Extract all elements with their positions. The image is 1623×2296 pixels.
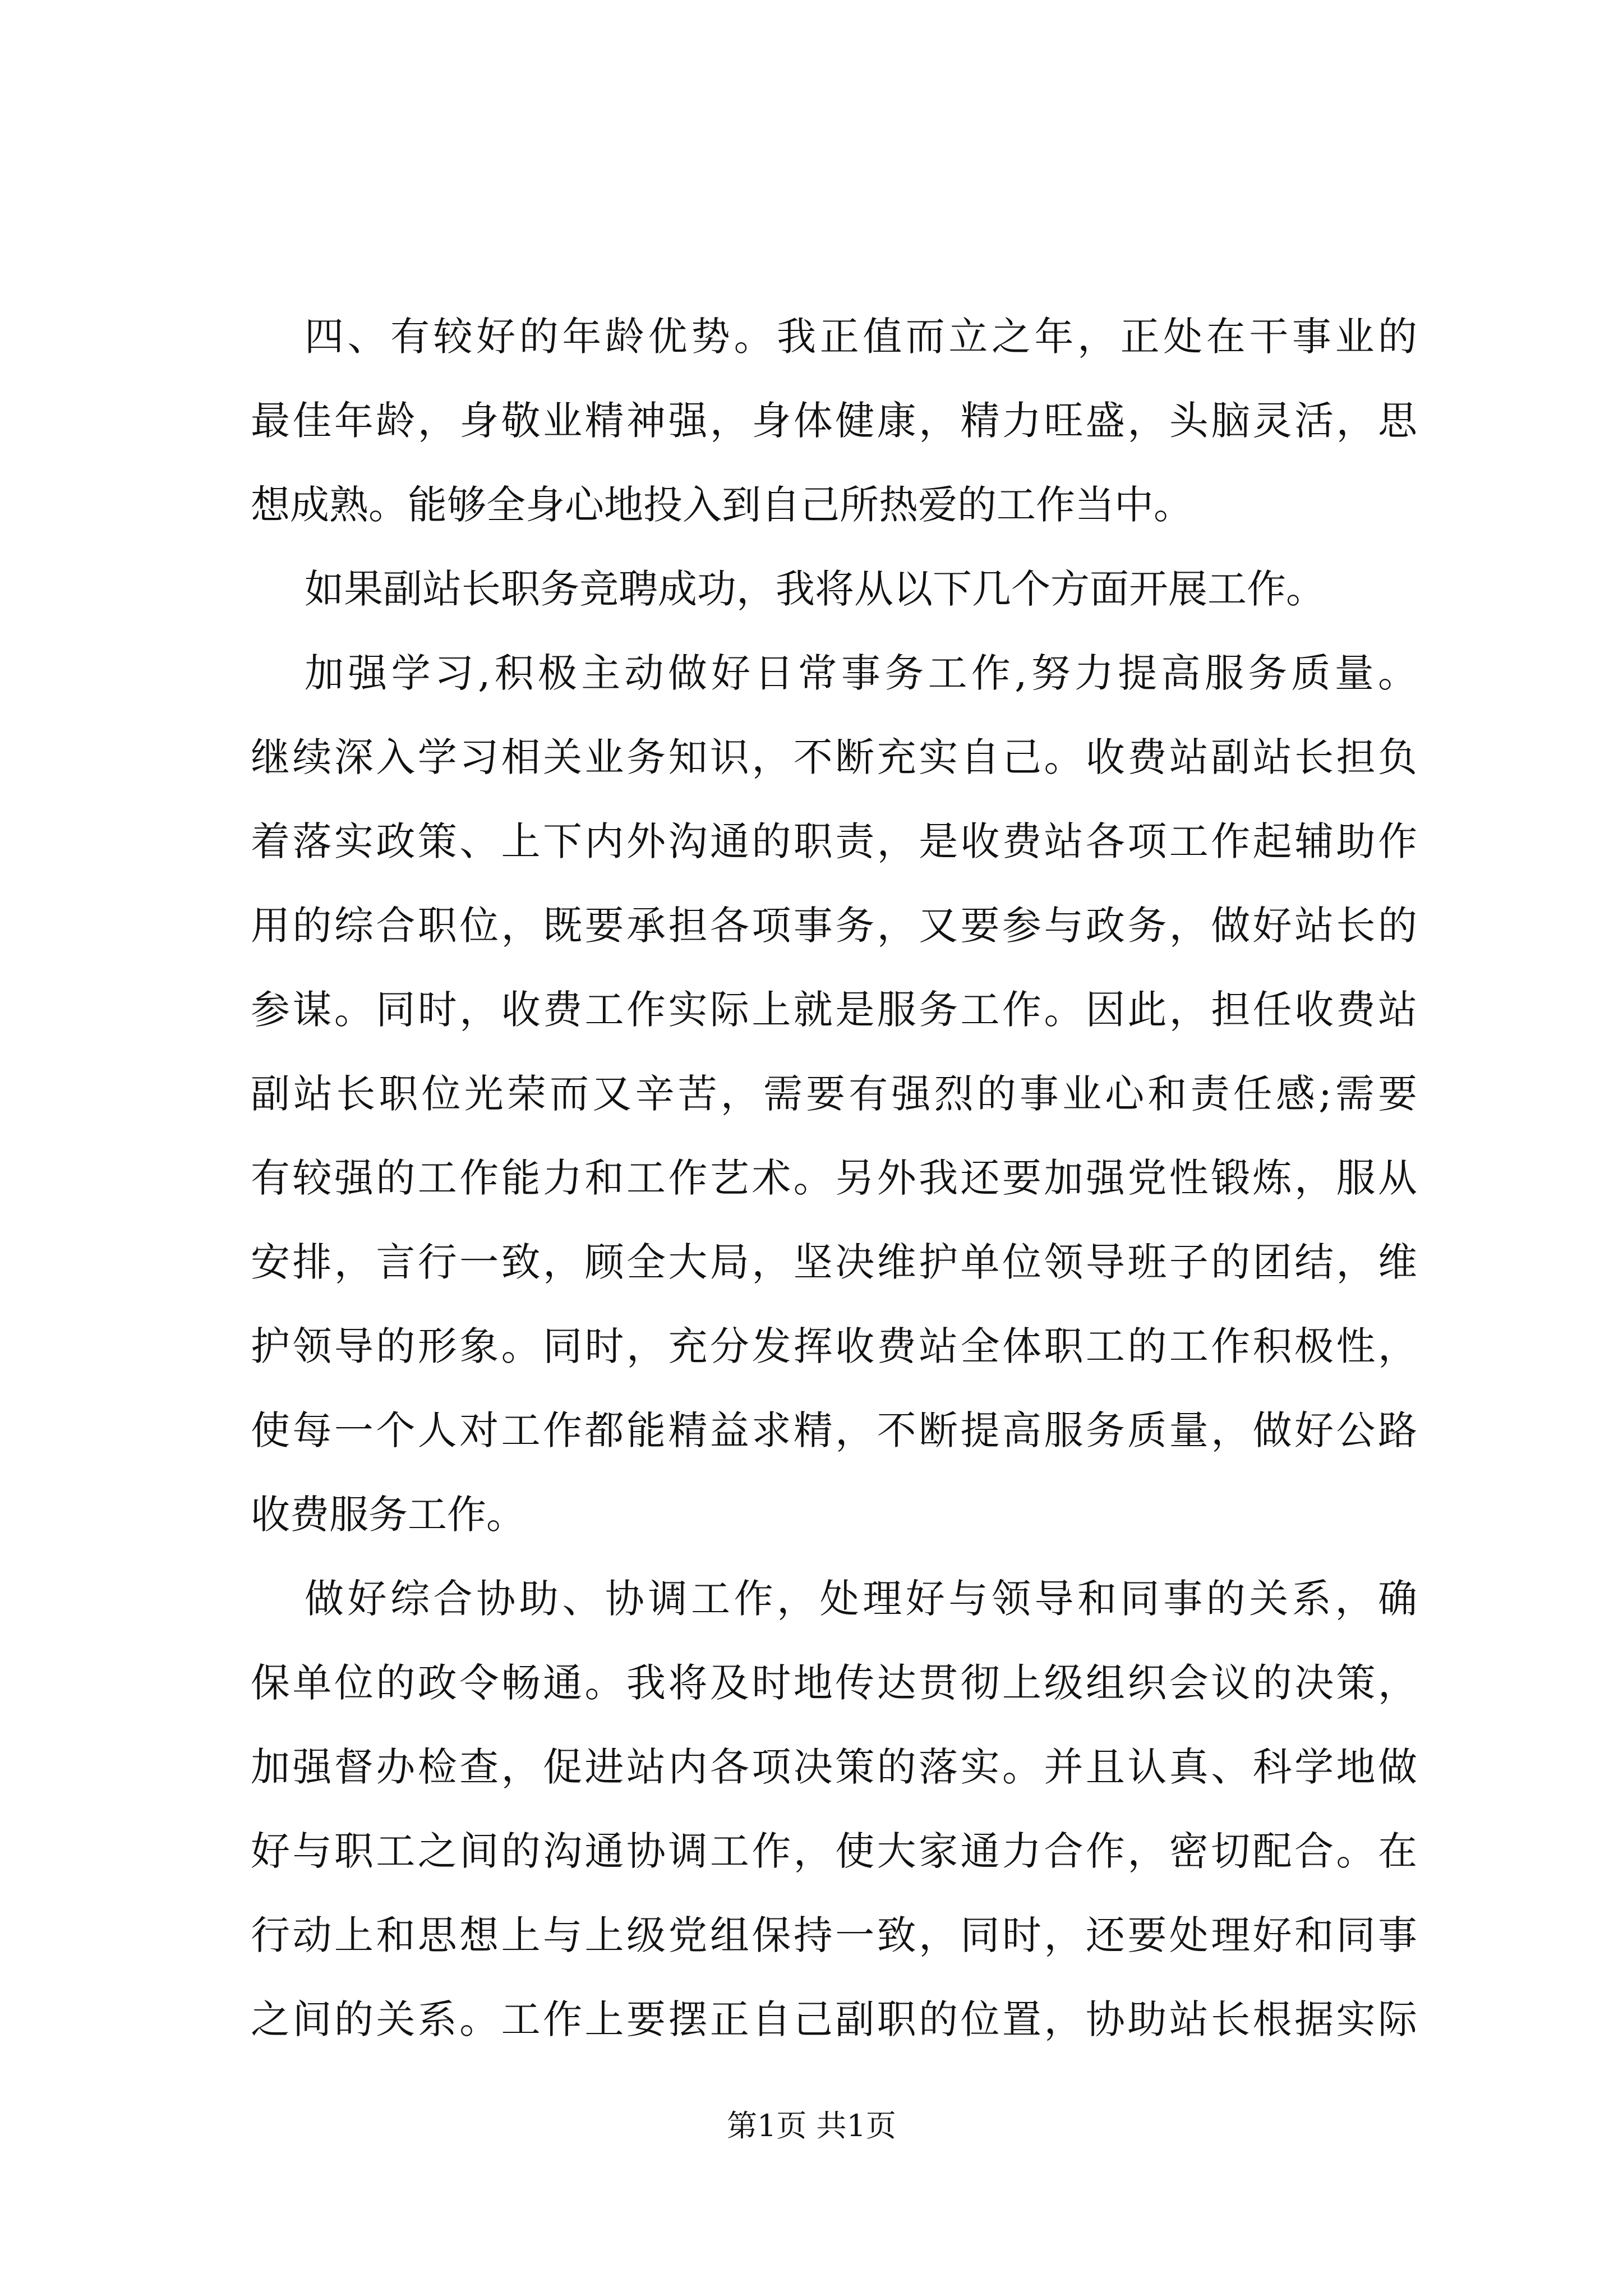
paragraph-2-line-1: 如果副站长职务竞聘成功，我将从以下几个方面开展工作。 bbox=[305, 566, 1325, 612]
paragraph-4-line-4: 好与职工之间的沟通协调工作，使大家通力合作，密切配合。在 bbox=[251, 1828, 1417, 1874]
paragraph-3-line-3: 着落实政策、上下内外沟通的职责，是收费站各项工作起辅助作 bbox=[251, 818, 1417, 864]
paragraph-3-line-4: 用的综合职位，既要承担各项事务，又要参与政务，做好站长的 bbox=[251, 903, 1417, 949]
page-footer: 第1页 共1页 bbox=[727, 2108, 896, 2143]
paragraph-3-line-2: 继续深入学习相关业务知识，不断充实自己。收费站副站长担负 bbox=[251, 734, 1417, 780]
paragraph-4-line-3: 加强督办检查，促进站内各项决策的落实。并且认真、科学地做 bbox=[251, 1744, 1417, 1790]
paragraph-3-line-10: 使每一个人对工作都能精益求精，不断提高服务质量，做好公路 bbox=[251, 1407, 1417, 1453]
paragraph-1-line-1: 四、有较好的年龄优势。我正值而立之年，正处在干事业的 bbox=[305, 314, 1417, 360]
paragraph-3-line-5: 参谋。同时，收费工作实际上就是服务工作。因此，担任收费站 bbox=[251, 987, 1417, 1033]
paragraph-3-line-7: 有较强的工作能力和工作艺术。另外我还要加强党性锻炼，服从 bbox=[251, 1155, 1417, 1201]
paragraph-3-line-1: 加强学习,积极主动做好日常事务工作,努力提高服务质量。 bbox=[305, 650, 1417, 696]
paragraph-4-line-6: 之间的关系。工作上要摆正自己副职的位置，协助站长根据实际 bbox=[251, 1996, 1417, 2042]
paragraph-4-line-1: 做好综合协助、协调工作，处理好与领导和同事的关系，确 bbox=[305, 1576, 1417, 1622]
paragraph-3-line-8: 安排，言行一致，顾全大局，坚决维护单位领导班子的团结，维 bbox=[251, 1239, 1417, 1285]
paragraph-3-line-11: 收费服务工作。 bbox=[251, 1492, 525, 1538]
paragraph-4-line-5: 行动上和思想上与上级党组保持一致，同时，还要处理好和同事 bbox=[251, 1912, 1417, 1958]
paragraph-4-line-2: 保单位的政令畅通。我将及时地传达贯彻上级组织会议的决策， bbox=[251, 1660, 1417, 1706]
paragraph-3-line-9: 护领导的形象。同时，充分发挥收费站全体职工的工作积极性， bbox=[251, 1323, 1417, 1369]
paragraph-1-line-3: 想成熟。能够全身心地投入到自己所热爱的工作当中。 bbox=[251, 482, 1193, 528]
paragraph-3-line-6: 副站长职位光荣而又辛苦，需要有强烈的事业心和责任感;需要 bbox=[251, 1071, 1417, 1117]
paragraph-1-line-2: 最佳年龄，身敬业精神强，身体健康，精力旺盛，头脑灵活，思 bbox=[251, 398, 1417, 444]
